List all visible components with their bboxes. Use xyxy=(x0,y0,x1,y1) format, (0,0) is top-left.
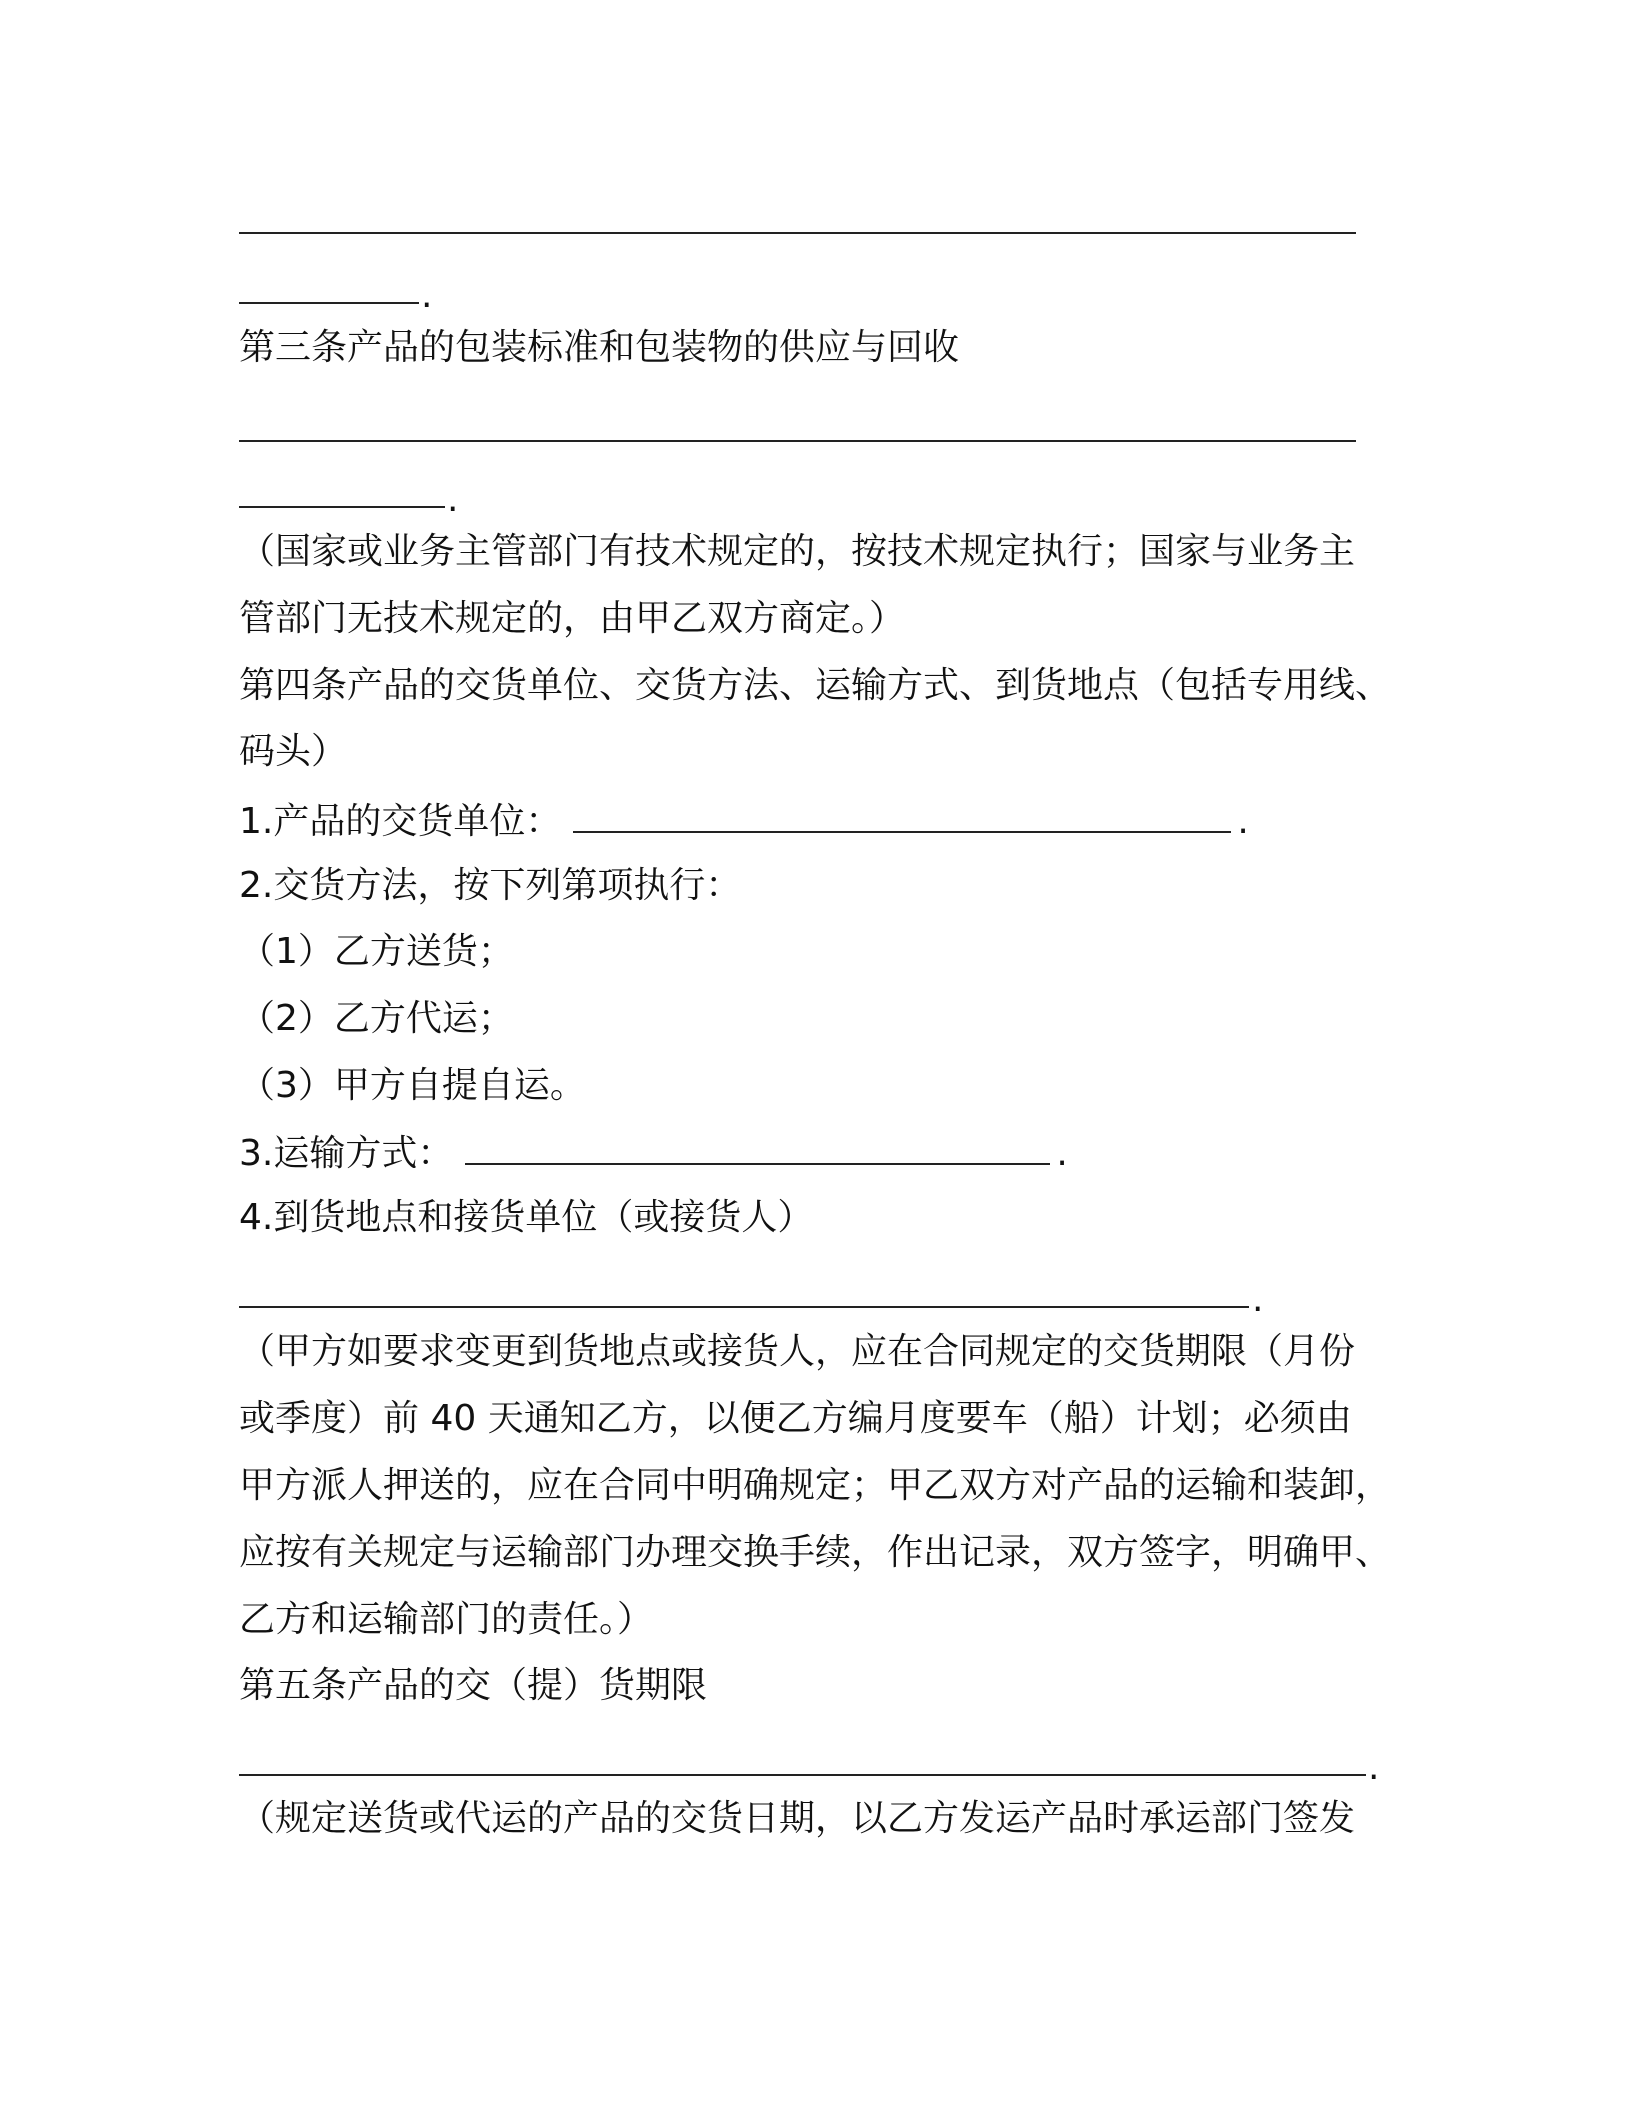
end-period: . xyxy=(1237,801,1249,842)
delivery-unit-blank[interactable] xyxy=(573,801,1231,833)
article5-heading: 第五条产品的交（提）货期限 xyxy=(239,1665,708,1706)
fill-blank-line[interactable] xyxy=(239,302,419,304)
delivery-option: （2）乙方代运； xyxy=(239,998,514,1039)
article4-note-line: 应按有关规定与运输部门办理交换手续，作出记录，双方签字，明确甲、 xyxy=(239,1532,1392,1573)
end-period: . xyxy=(1056,1133,1068,1174)
end-period: . xyxy=(1252,1279,1264,1320)
fill-blank-line[interactable] xyxy=(239,440,1356,442)
article3-note-line: 管部门无技术规定的，由甲乙双方商定。） xyxy=(239,598,906,639)
article3-heading: 第三条产品的包装标准和包装物的供应与回收 xyxy=(239,327,960,368)
end-period: . xyxy=(421,275,433,316)
article5-note-line: （规定送货或代运的产品的交货日期，以乙方发运产品时承运部门签发 xyxy=(239,1798,1356,1839)
transport-mode-item xyxy=(239,1130,1068,1178)
delivery-unit-item xyxy=(239,798,1249,846)
end-period: . xyxy=(1368,1747,1380,1788)
article4-note-line: 乙方和运输部门的责任。） xyxy=(239,1599,654,1640)
article4-note-line: 或季度）前 40 天通知乙方，以便乙方编月度要车（船）计划；必须由 xyxy=(239,1398,1352,1439)
end-period: . xyxy=(447,479,459,520)
transport-mode-label: 3.运输方式： xyxy=(239,1133,454,1174)
delivery-method-item: 2.交货方法，按下列第项执行： xyxy=(239,865,742,906)
article4-heading: 第四条产品的交货单位、交货方法、运输方式、到货地点（包括专用线、 xyxy=(239,665,1392,706)
delivery-option: （3）甲方自提自运。 xyxy=(239,1065,586,1106)
fill-blank-line[interactable] xyxy=(239,1306,1249,1308)
article4-note-line: 甲方派人押送的，应在合同中明确规定；甲乙双方对产品的运输和装卸， xyxy=(239,1465,1392,1506)
article4-heading: 码头） xyxy=(239,731,348,772)
fill-blank-line[interactable] xyxy=(239,1774,1366,1776)
delivery-option: （1）乙方送货； xyxy=(239,931,514,972)
fill-blank-line[interactable] xyxy=(239,506,445,508)
delivery-unit-label: 1.产品的交货单位： xyxy=(239,801,562,842)
article4-note-line: （甲方如要求变更到货地点或接货人，应在合同规定的交货期限（月份 xyxy=(239,1331,1356,1372)
article3-note-line: （国家或业务主管部门有技术规定的，按技术规定执行；国家与业务主 xyxy=(239,531,1356,572)
fill-blank-line[interactable] xyxy=(239,232,1356,234)
arrival-place-item: 4.到货地点和接货单位（或接货人） xyxy=(239,1197,814,1238)
transport-mode-blank[interactable] xyxy=(465,1133,1050,1165)
